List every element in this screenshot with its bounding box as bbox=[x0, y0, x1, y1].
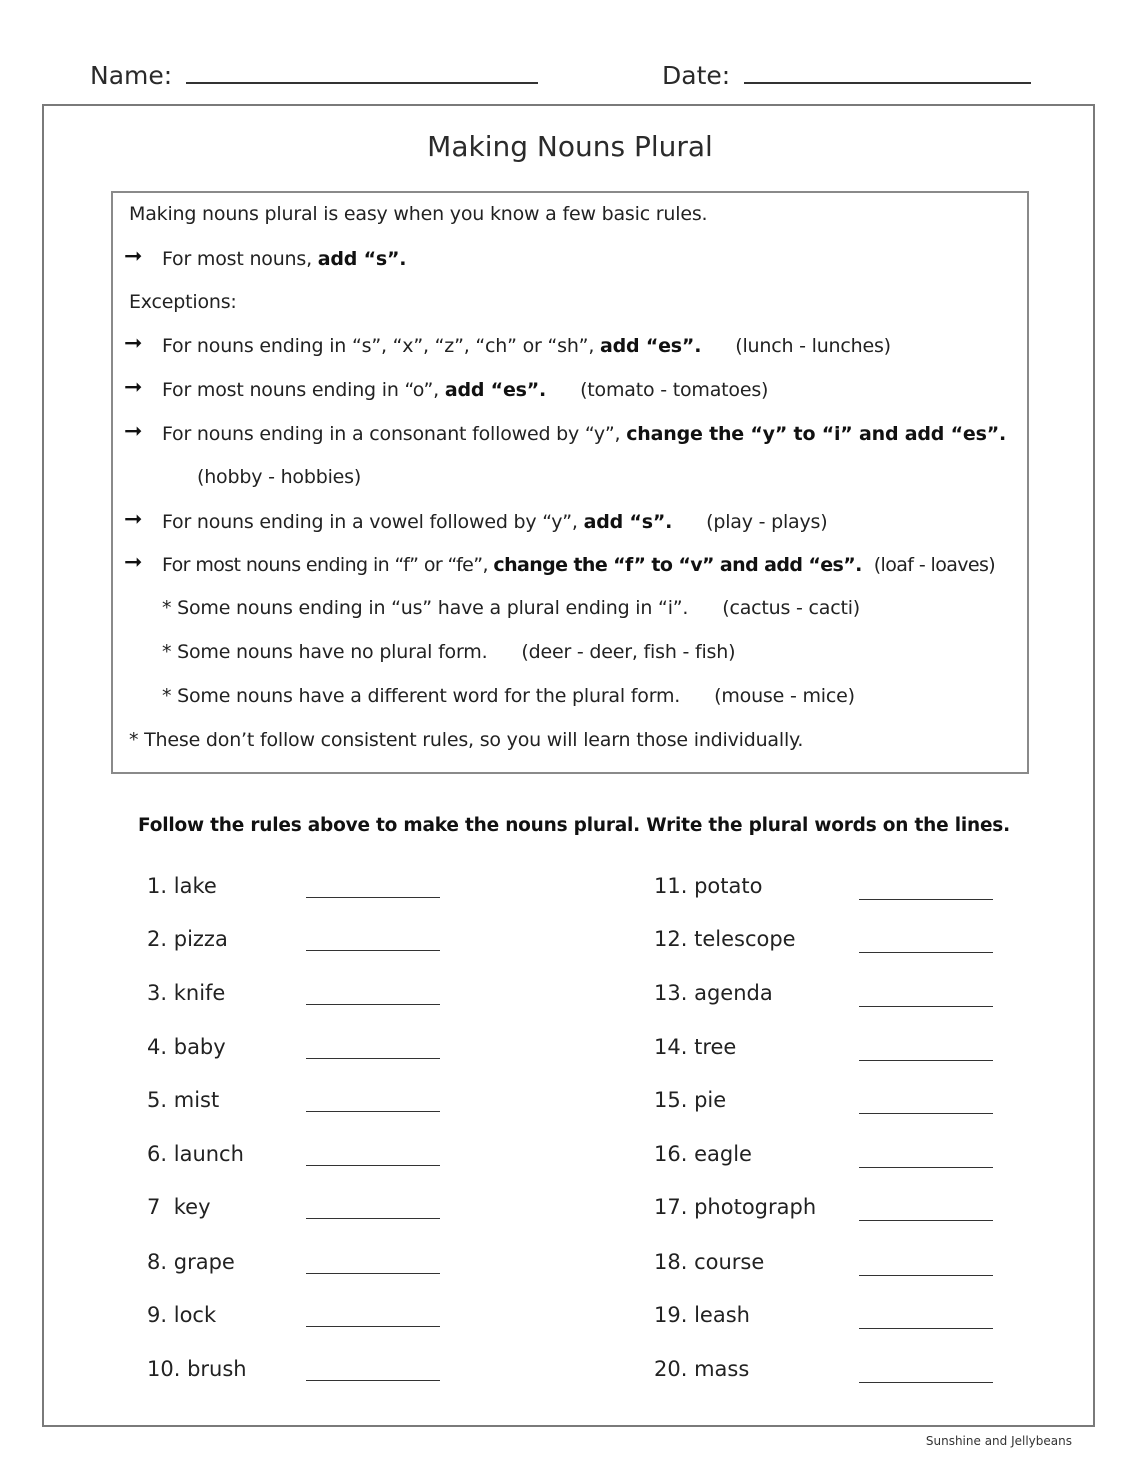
name-row bbox=[90, 58, 538, 90]
list-item: 14. tree bbox=[654, 1035, 737, 1059]
instruction: Follow the rules above to make the nouns plural. Write the plural words on the lines. bbox=[138, 815, 1010, 836]
answer-line[interactable] bbox=[306, 950, 440, 951]
answer-line[interactable] bbox=[306, 1111, 440, 1112]
note-different-word: * Some nouns have a different word for the plural form. (mouse - mice) bbox=[162, 685, 855, 707]
name-line[interactable] bbox=[186, 58, 538, 84]
note-us-i: * Some nouns ending in “us” have a plural ending in “i”. (cactus - cacti) bbox=[162, 597, 861, 619]
rule-f-fe: For most nouns ending in “f” or “fe”, change the “f” to “v” and add “es”. (loaf - loaves) bbox=[162, 554, 996, 576]
list-item: 11. potato bbox=[654, 874, 763, 898]
rule-s-x-z-ch-sh: For nouns ending in “s”, “x”, “z”, “ch” or “sh”, add “es”. (lunch - lunches) bbox=[162, 335, 891, 357]
list-item: 16. eagle bbox=[654, 1142, 752, 1166]
arrow-icon: ➞ bbox=[124, 244, 143, 269]
arrow-icon: ➞ bbox=[124, 331, 143, 356]
list-item: 7 key bbox=[147, 1195, 211, 1219]
list-item: 3. knife bbox=[147, 981, 226, 1005]
list-item: 10. brush bbox=[147, 1357, 247, 1381]
note-no-plural: * Some nouns have no plural form. (deer - deer, fish - fish) bbox=[162, 641, 736, 663]
answer-line[interactable] bbox=[859, 899, 993, 900]
date-line[interactable] bbox=[744, 58, 1031, 84]
answer-line[interactable] bbox=[306, 1326, 440, 1327]
list-item: 6. launch bbox=[147, 1142, 244, 1166]
list-item: 8. grape bbox=[147, 1250, 235, 1274]
arrow-icon: ➞ bbox=[124, 507, 143, 532]
answer-line[interactable] bbox=[306, 1004, 440, 1005]
list-item: 2. pizza bbox=[147, 927, 228, 951]
rules-intro: Making nouns plural is easy when you know a few basic rules. bbox=[129, 203, 708, 225]
answer-line[interactable] bbox=[859, 1113, 993, 1114]
rule-o: For most nouns ending in “o”, add “es”. (tomato - tomatoes) bbox=[162, 379, 769, 401]
list-item: 15. pie bbox=[654, 1088, 727, 1112]
arrow-icon: ➞ bbox=[124, 419, 143, 444]
page-title: Making Nouns Plural bbox=[427, 130, 713, 163]
answer-line[interactable] bbox=[306, 897, 440, 898]
rule-most-nouns: For most nouns, add “s”. bbox=[162, 248, 407, 270]
list-item: 1. lake bbox=[147, 874, 217, 898]
answer-line[interactable] bbox=[306, 1273, 440, 1274]
answer-line[interactable] bbox=[859, 1060, 993, 1061]
answer-line[interactable] bbox=[306, 1380, 440, 1381]
list-item: 19. leash bbox=[654, 1303, 750, 1327]
list-item: 4. baby bbox=[147, 1035, 226, 1059]
credit-text: Sunshine and Jellybeans bbox=[925, 1434, 1072, 1448]
answer-line[interactable] bbox=[859, 1382, 993, 1383]
list-item: 17. photograph bbox=[654, 1195, 817, 1219]
date-label: Date: bbox=[662, 61, 731, 90]
name-label: Name: bbox=[90, 61, 173, 90]
answer-line[interactable] bbox=[859, 1167, 993, 1168]
rule-vowel-y: For nouns ending in a vowel followed by “y”, add “s”. (play - plays) bbox=[162, 511, 828, 533]
answer-line[interactable] bbox=[859, 1328, 993, 1329]
answer-line[interactable] bbox=[859, 1275, 993, 1276]
answer-line[interactable] bbox=[859, 1220, 993, 1221]
answer-line[interactable] bbox=[859, 952, 993, 953]
arrow-icon: ➞ bbox=[124, 375, 143, 400]
exceptions-label: Exceptions: bbox=[129, 291, 237, 313]
list-item: 20. mass bbox=[654, 1357, 750, 1381]
answer-line[interactable] bbox=[306, 1058, 440, 1059]
rules-footnote: * These don’t follow consistent rules, so you will learn those individually. bbox=[129, 729, 804, 751]
list-item: 9. lock bbox=[147, 1303, 217, 1327]
list-item: 13. agenda bbox=[654, 981, 773, 1005]
rule-consonant-y-example: (hobby - hobbies) bbox=[197, 466, 362, 488]
date-row bbox=[662, 58, 1031, 90]
answer-line[interactable] bbox=[306, 1165, 440, 1166]
list-item: 18. course bbox=[654, 1250, 765, 1274]
list-item: 12. telescope bbox=[654, 927, 796, 951]
arrow-icon: ➞ bbox=[124, 550, 143, 575]
rule-consonant-y: For nouns ending in a consonant followed by “y”, change the “y” to “i” and add “es”. bbox=[162, 423, 1006, 445]
answer-line[interactable] bbox=[859, 1006, 993, 1007]
answer-line[interactable] bbox=[306, 1218, 440, 1219]
list-item: 5. mist bbox=[147, 1088, 220, 1112]
